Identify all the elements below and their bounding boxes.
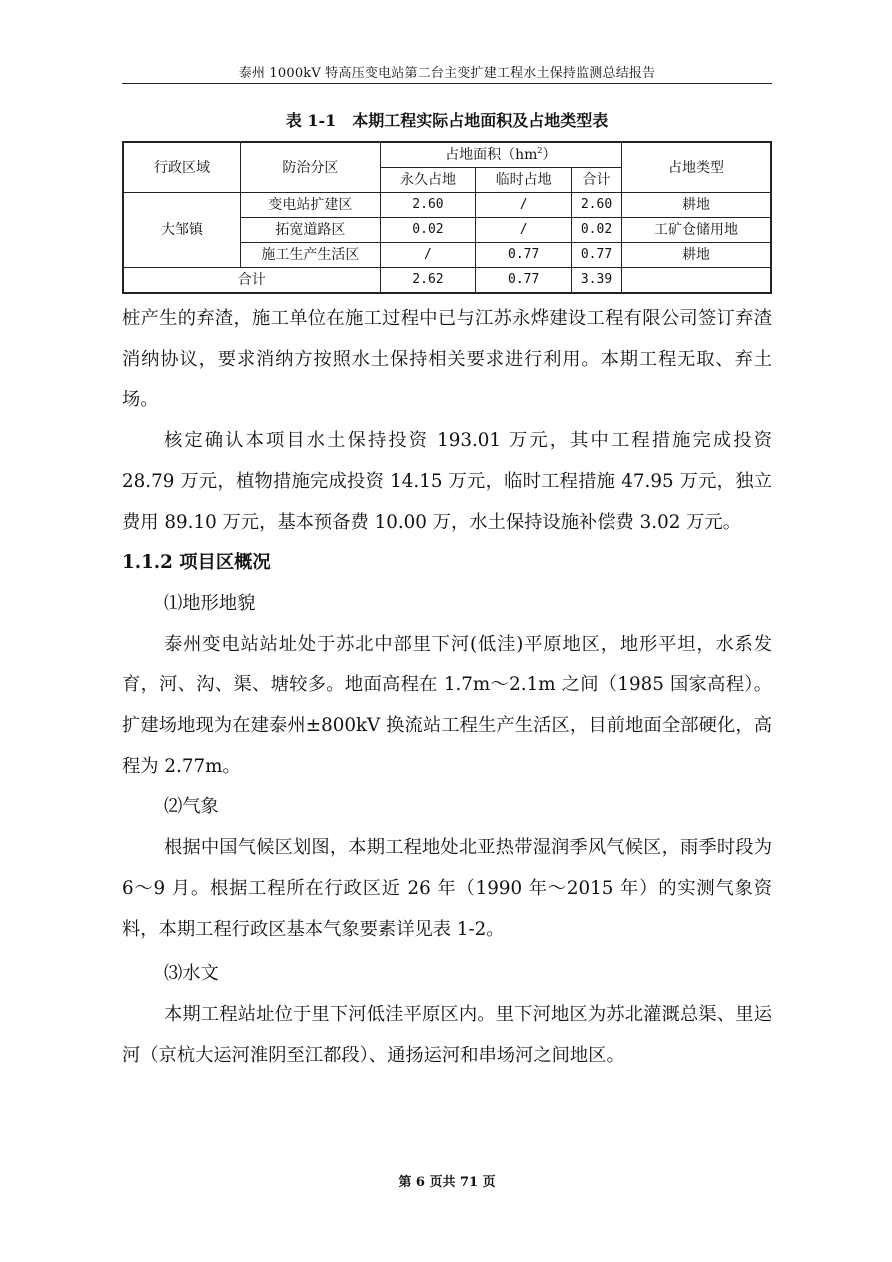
table-caption: 表 1-1 本期工程实际占地面积及占地类型表 [285, 111, 609, 130]
header-control-zone: 防治分区 [241, 142, 381, 193]
table-row [123, 193, 771, 218]
header-temporary: 临时占地 [476, 168, 572, 193]
header-permanent: 永久占地 [380, 168, 476, 193]
zone-cell: 变电站扩建区 [241, 193, 381, 218]
table-sum-row [123, 268, 771, 294]
section-heading-project-overview: 1.1.2 项目区概况 [122, 552, 271, 574]
header-divider [122, 83, 772, 84]
sum-total-cell: 3.39 [572, 268, 622, 294]
page-number: 第 6 页共 71 页 [398, 1175, 496, 1190]
land-type-cell: 耕地 [621, 193, 771, 218]
header-total: 合计 [572, 168, 622, 193]
header-admin-region: 行政区域 [123, 142, 241, 193]
table-header-row [123, 142, 771, 168]
subheading-terrain: ⑴地形地貌 [164, 592, 256, 614]
temporary-cell: 0.77 [476, 243, 572, 268]
header-land-area: 占地面积$(hm^2)$ [380, 142, 621, 168]
body-content [122, 299, 772, 1076]
zone-cell: 拓宽道路区 [241, 218, 381, 243]
permanent-cell: 0.02 [380, 218, 476, 243]
sum-label-cell: 合计 [123, 268, 380, 294]
region-cell: 大邹镇 [123, 193, 241, 268]
subheading-hydrology: ⑶水文 [164, 963, 219, 985]
land-area-table [122, 141, 772, 294]
paragraph-terrain: 泰州变电站站址处于苏北中部里下河(低洼)平原地区，地形平坦，水系发育，河、沟、渠、塘较多。地面高程在 1.7m～2.1m 之间（1985 国家高程）。扩建场地现为在建泰州±800kV 换流站工程生产生活区，目前地面全部硬化，高程为 2.77m。 [122, 633, 772, 777]
paragraph-climate: 根据中国气候区划图，本期工程地处北亚热带湿润季风气候区，雨季时段为 6～9 月。根据工程所在行政区近 26 年（1990 年～2015 年）的实测气象资料，本期工程行政区基本气象要素详见表 1-2。 [122, 837, 772, 940]
permanent-cell: / [380, 243, 476, 268]
report-header-title: 泰州 1000kV 特高压变电站第二台主变扩建工程水土保持监测总结报告 [238, 66, 656, 81]
sum-type-cell [621, 268, 771, 294]
zone-cell: 施工生产生活区 [241, 243, 381, 268]
subheading-climate: ⑵气象 [164, 796, 219, 818]
sum-permanent-cell: 2.62 [380, 268, 476, 294]
permanent-cell: 2.60 [380, 193, 476, 218]
paragraph-hydrology: 本期工程站址位于里下河低洼平原区内。里下河地区为苏北灌溉总渠、里运河（京杭大运河淮阴至江都段）、通扬运河和串场河之间地区。 [122, 1003, 772, 1066]
total-cell: 2.60 [572, 193, 622, 218]
total-cell: 0.77 [572, 243, 622, 268]
header-land-type: 占地类型 [621, 142, 771, 193]
sum-temporary-cell: 0.77 [476, 268, 572, 294]
temporary-cell: / [476, 193, 572, 218]
total-cell: 0.02 [572, 218, 622, 243]
temporary-cell: / [476, 218, 572, 243]
land-type-cell: 耕地 [621, 243, 771, 268]
paragraph-spoil-disposal: 桩产生的弃渣，施工单位在施工过程中已与江苏永烨建设工程有限公司签订弃渣消纳协议，要求消纳方按照水土保持相关要求进行利用。本期工程无取、弃土场。 [122, 308, 772, 411]
paragraph-investment: 核定确认本项目水土保持投资 193.01 万元，其中工程措施完成投资 28.79 万元，植物措施完成投资 14.15 万元，临时工程措施 47.95 万元，独立费用 89.10 万元，基本预备费 10.00 万，水土保持设施补偿费 3.02 万元。 [122, 430, 772, 533]
land-type-cell: 工矿仓储用地 [621, 218, 771, 243]
